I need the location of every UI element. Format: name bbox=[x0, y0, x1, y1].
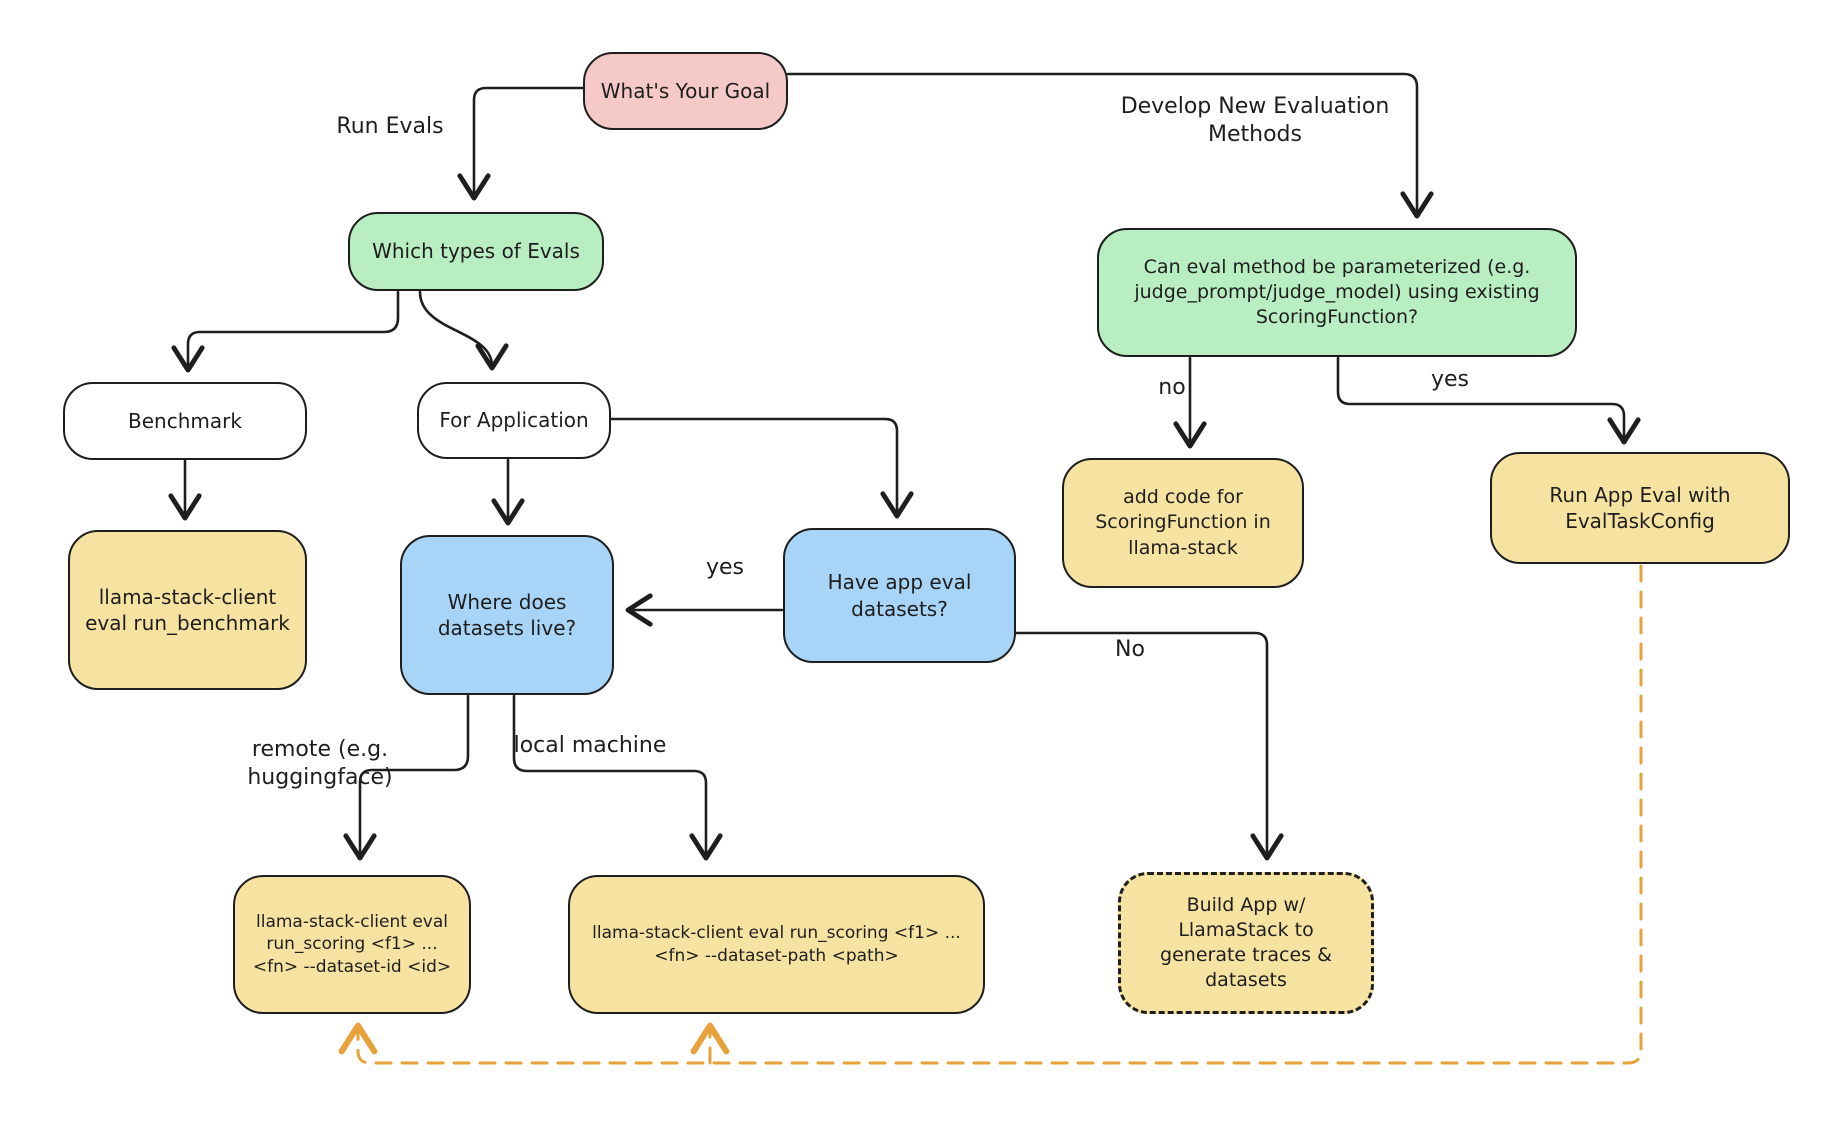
edge-where-local-to-dataset-path bbox=[514, 696, 706, 856]
node-for-application: For Application bbox=[417, 382, 611, 459]
edge-label-no-capital: No bbox=[1115, 637, 1145, 662]
node-where-datasets-live: Where does datasets live? bbox=[400, 535, 614, 695]
edge-label-develop-new-methods: Develop New Evaluation Methods bbox=[1120, 94, 1390, 147]
edge-have-datasets-no-to-build-app bbox=[1016, 633, 1267, 856]
edge-label-yes-right: yes bbox=[1430, 367, 1470, 392]
node-whats-your-goal: What's Your Goal bbox=[583, 52, 788, 130]
node-can-eval-parameterized: Can eval method be parameterized (e.g. judge_prompt/judge_model) using existing ScoringFunction? bbox=[1097, 228, 1577, 357]
edge-forapp-to-have-datasets bbox=[611, 419, 897, 514]
edge-label-run-evals: Run Evals bbox=[336, 114, 444, 139]
edge-goal-to-which-types bbox=[474, 88, 583, 196]
node-run-benchmark-command: llama-stack-client eval run_benchmark bbox=[68, 530, 307, 690]
edge-which-to-for-application bbox=[420, 292, 492, 366]
node-run-scoring-dataset-path: llama-stack-client eval run_scoring <f1> ... <fn> --dataset-path <path> bbox=[568, 875, 985, 1014]
edge-label-no: no bbox=[1158, 375, 1186, 400]
node-build-app-llamastack: Build App w/ LlamaStack to generate traces & datasets bbox=[1118, 872, 1374, 1014]
node-run-app-eval-evaltaskconfig: Run App Eval with EvalTaskConfig bbox=[1490, 452, 1790, 564]
edge-label-yes-left: yes bbox=[705, 555, 745, 580]
node-have-app-eval-datasets: Have app eval datasets? bbox=[783, 528, 1016, 663]
node-add-code-scoring-function: add code for ScoringFunction in llama-stack bbox=[1062, 458, 1304, 588]
edge-which-to-benchmark bbox=[188, 292, 398, 368]
edge-label-remote-huggingface: remote (e.g. huggingface) bbox=[247, 737, 393, 790]
edge-label-local-machine: local machine bbox=[513, 733, 667, 758]
node-which-types-of-evals: Which types of Evals bbox=[348, 212, 604, 291]
node-benchmark: Benchmark bbox=[63, 382, 307, 460]
node-run-scoring-dataset-id: llama-stack-client eval run_scoring <f1> ... <fn> --dataset-id <id> bbox=[233, 875, 471, 1014]
